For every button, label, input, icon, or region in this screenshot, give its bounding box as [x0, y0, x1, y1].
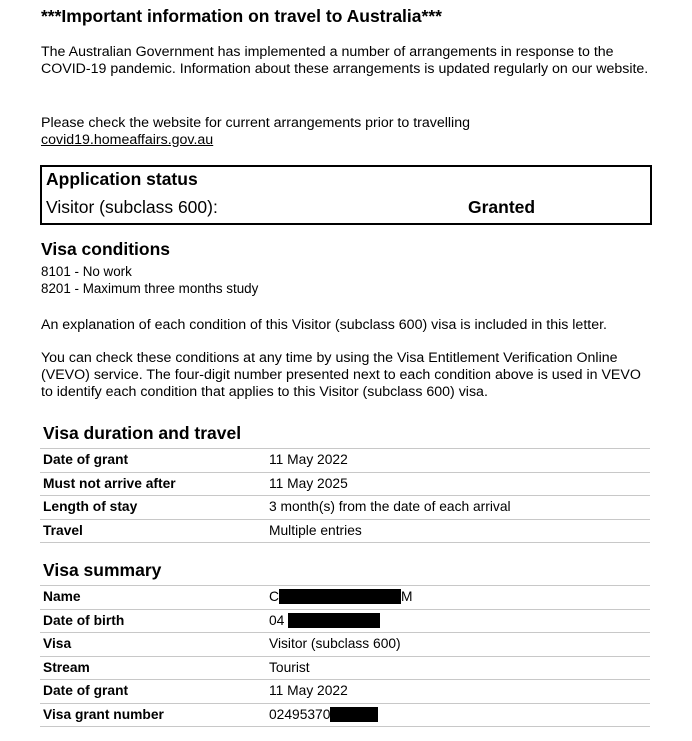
row-value: Visitor (subclass 600) [269, 636, 401, 651]
row-label: Visa [43, 636, 72, 651]
row-label: Date of grant [43, 683, 129, 698]
status-value: Granted [468, 197, 536, 217]
row-label: Visa grant number [43, 706, 164, 722]
table-row [40, 519, 650, 544]
table-row [40, 472, 650, 496]
redaction-block [279, 589, 401, 604]
application-status-box [40, 165, 652, 225]
notice-check [41, 115, 651, 149]
summary-table [40, 585, 650, 727]
dob-value: 04 [269, 613, 380, 628]
table-row [40, 703, 650, 728]
conditions-title: Visa conditions [41, 239, 171, 259]
grant-number-value: 02495370 [269, 707, 378, 722]
row-label: Date of birth [43, 612, 125, 628]
table-row [40, 656, 650, 680]
row-value: Tourist [269, 659, 310, 675]
row-label: Must not arrive after [43, 475, 176, 491]
conditions-list [41, 263, 258, 297]
row-label: Name [43, 589, 81, 604]
table-row [40, 585, 650, 609]
notice-intro: The Australian Government has implemented a number of arrangements in response to the COVID-19 pandemic. Information about these arrangements is updated regularly on our website. [41, 44, 649, 77]
status-visa: Visitor (subclass 600): [46, 197, 218, 217]
row-value: 11 May 2022 [269, 683, 348, 698]
row-value: 11 May 2022 [269, 452, 348, 467]
table-row [40, 679, 650, 703]
condition-item: 8101 - No work [41, 264, 132, 279]
table-row [40, 632, 650, 656]
conditions-explanation: An explanation of each condition of this Visitor (subclass 600) visa is included in this letter. [41, 317, 607, 333]
notice-check-text: Please check the website for current arrangements prior to travelling [41, 115, 470, 131]
row-value: 11 May 2025 [269, 475, 348, 491]
table-row [40, 448, 650, 472]
row-value: Multiple entries [269, 522, 362, 538]
row-label: Length of stay [43, 499, 138, 514]
row-label: Stream [43, 659, 90, 675]
row-label: Travel [43, 522, 83, 538]
covid-link[interactable]: covid19.homeaffairs.gov.au [41, 131, 214, 148]
duration-table [40, 448, 650, 543]
duration-title: Visa duration and travel [43, 423, 242, 443]
row-value: 3 month(s) from the date of each arrival [269, 499, 511, 514]
condition-item: 8201 - Maximum three months study [41, 281, 259, 296]
table-row [40, 495, 650, 519]
row-label: Date of grant [43, 452, 129, 467]
notice-title: ***Important information on travel to Australia*** [41, 6, 442, 26]
redaction-block [330, 707, 378, 722]
status-title: Application status [46, 169, 198, 189]
vevo-paragraph: You can check these conditions at any time by using the Visa Entitlement Verification Online (VEVO) service. The four-digit number presented next to each condition above is used in VEVO to identify each condition that applies to this Visitor (subclass 600) visa. [41, 350, 641, 400]
table-row [40, 609, 650, 633]
redaction-block [288, 613, 380, 628]
summary-title: Visa summary [43, 560, 162, 580]
name-value: C M [269, 589, 413, 604]
